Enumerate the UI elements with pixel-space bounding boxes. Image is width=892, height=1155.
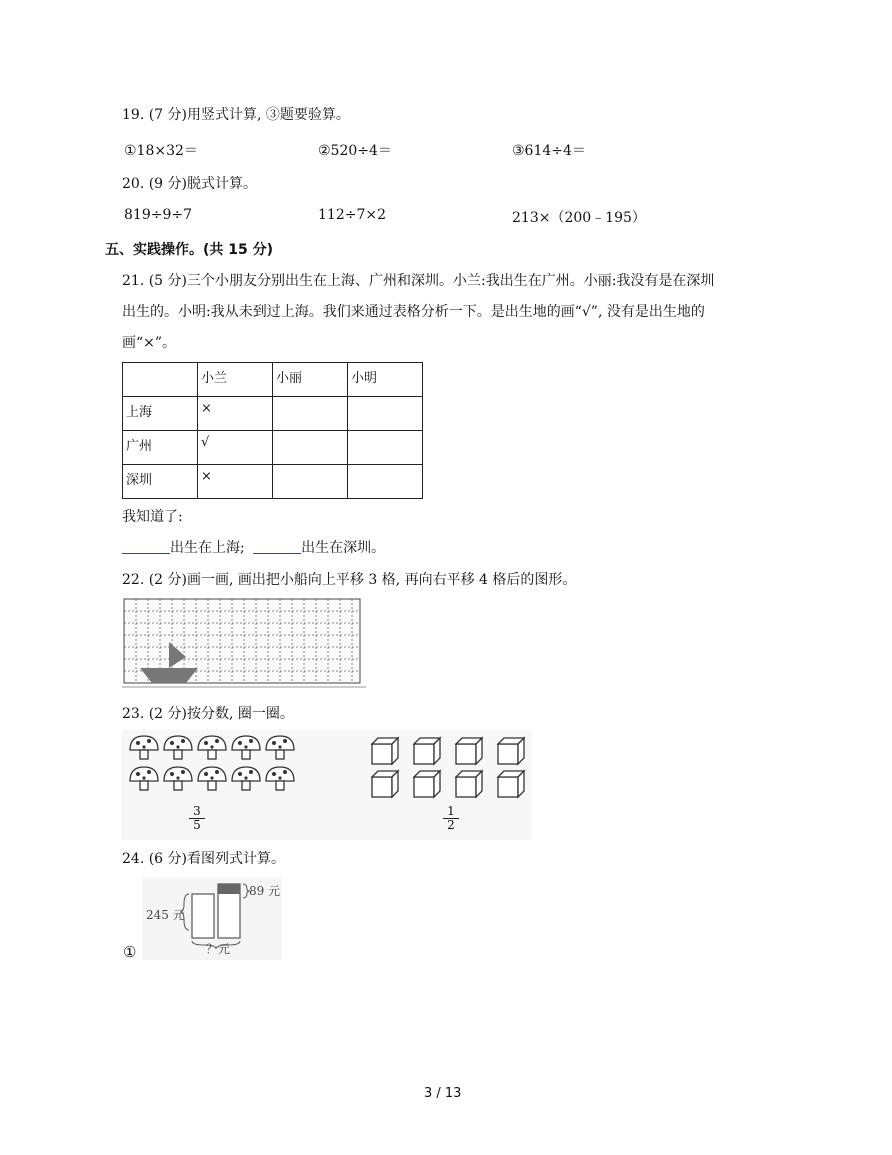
circle-by-fraction-figure xyxy=(122,730,532,840)
q22-title: 22. (2 分)画一画, 画出把小船向上平移 3 格, 再向右平移 4 格后的图形。 xyxy=(122,572,577,588)
label-unknown-yuan: ？元 xyxy=(206,942,231,956)
cube-icon xyxy=(372,738,398,764)
fraction-3-5: 3 5 xyxy=(189,805,205,832)
table-cell: 小兰 xyxy=(198,363,273,397)
q21-line-3: 画“×”。 xyxy=(122,335,177,351)
table-row xyxy=(123,363,423,397)
q21-know-label: 我知道了: xyxy=(122,509,183,525)
cube-icon xyxy=(498,771,524,797)
q20-title: 20. (9 分)脱式计算。 xyxy=(122,176,257,192)
table-cell: × xyxy=(198,397,273,431)
q20-item-2: 112÷7×2 xyxy=(318,207,386,223)
table-cell: × xyxy=(198,465,273,499)
cube-icon xyxy=(456,738,482,764)
bar-extra-segment xyxy=(218,884,240,894)
table-row xyxy=(123,431,423,465)
table-cell[interactable] xyxy=(273,397,348,431)
table-cell[interactable] xyxy=(348,465,423,499)
table-cell xyxy=(123,363,198,397)
cube-icon xyxy=(456,771,482,797)
table-cell[interactable] xyxy=(273,431,348,465)
q24-marker: ① xyxy=(123,943,137,961)
q21-answer-line xyxy=(122,537,385,557)
q19-item-1: ①18×32＝ xyxy=(124,143,198,159)
answer-blank-b[interactable] xyxy=(253,539,301,554)
table-cell: √ xyxy=(198,431,273,465)
answer-blank-a[interactable] xyxy=(122,539,170,554)
cube-icon xyxy=(414,771,440,797)
table-row xyxy=(123,397,423,431)
boat-grid-figure xyxy=(122,598,366,690)
cube-icon xyxy=(498,738,524,764)
q21-line-2: 出生的。小明:我从未到过上海。我们来通过表格分析一下。是出生地的画“√”, 没有是出生地的 xyxy=(122,304,705,320)
table-cell[interactable] xyxy=(273,465,348,499)
q20-item-1: 819÷9÷7 xyxy=(124,207,192,223)
table-cell: 广州 xyxy=(123,431,198,465)
label-89-yuan: 89 元 xyxy=(249,884,281,898)
q20-item-3: 213×（200﹣195） xyxy=(512,210,646,226)
table-cell: 小明 xyxy=(348,363,423,397)
table-cell[interactable] xyxy=(348,397,423,431)
q19-item-3: ③614÷4＝ xyxy=(512,143,586,159)
table-cell: 小丽 xyxy=(273,363,348,397)
section-5-title: 五、实践操作。(共 15 分) xyxy=(105,242,274,258)
cube-icon xyxy=(372,771,398,797)
fraction-1-2: 1 2 xyxy=(443,805,459,832)
table-cell: 上海 xyxy=(123,397,198,431)
q21-answer-a: 出生在上海; xyxy=(170,540,245,556)
q19-item-2: ②520÷4＝ xyxy=(318,143,392,159)
birthplace-table xyxy=(122,362,423,499)
bar-left xyxy=(192,894,214,938)
q23-title: 23. (2 分)按分数, 圈一圈。 xyxy=(122,706,294,722)
q21-line-1: 21. (5 分)三个小朋友分别出生在上海、广州和深圳。小兰:我出生在广州。小丽:我没有是在深圳 xyxy=(122,273,715,289)
table-row xyxy=(123,465,423,499)
cube-icon xyxy=(414,738,440,764)
q24-title: 24. (6 分)看图列式计算。 xyxy=(122,851,285,867)
page-number: 3 / 13 xyxy=(424,1086,462,1101)
q19-title: 19. (7 分)用竖式计算, ③题要验算。 xyxy=(122,107,350,123)
label-245-yuan: 245 元 xyxy=(146,908,185,922)
q21-answer-b: 出生在深圳。 xyxy=(301,540,386,556)
table-cell: 深圳 xyxy=(123,465,198,499)
table-cell[interactable] xyxy=(348,431,423,465)
